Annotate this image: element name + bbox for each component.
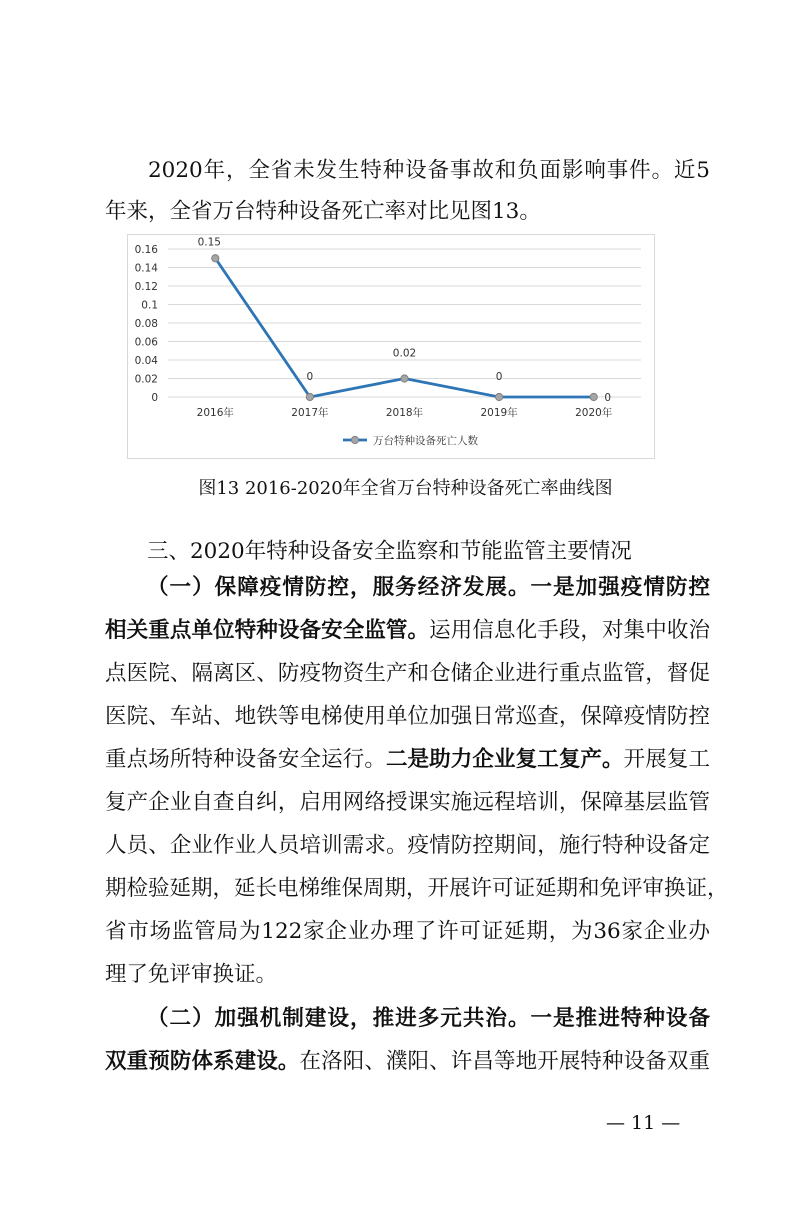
para1-text: 重点场所特种设备安全运行。: [105, 747, 386, 772]
para1-line-2: [105, 620, 710, 642]
para1-text: 运用信息化手段，对集中收治: [429, 618, 710, 643]
para2-line-1: [147, 1008, 710, 1030]
data-point: [212, 255, 219, 262]
y-tick-label: 0.08: [134, 318, 158, 330]
x-tick-label: 2016年: [196, 407, 234, 419]
para1-line-3: 点医院、隔离区、防疫物资生产和仓储企业进行重点监管，督促: [105, 661, 710, 686]
para1-line-8: 期检验延期，延长电梯维保周期，开展许可证延期和免评审换证，: [105, 876, 729, 901]
para1-bold-lead: 相关重点单位特种设备安全监管。: [105, 618, 430, 643]
y-tick-label: 0.16: [134, 244, 158, 256]
y-tick-label: 0.04: [134, 355, 158, 367]
y-tick-label: 0.14: [134, 262, 158, 275]
x-tick-label: 2017年: [291, 407, 329, 419]
figure-caption: 图13 2016-2020年全省万台特种设备死亡率曲线图: [198, 478, 613, 499]
intro-line-1: 2020年，全省未发生特种设备事故和负面影响事件。近5: [148, 158, 710, 183]
para2-text: 在洛阳、濮阳、许昌等地开展特种设备双重: [299, 1049, 710, 1074]
y-tick-label: 0: [151, 392, 158, 404]
para2-line-2: [105, 1051, 710, 1073]
y-tick-label: 0.1: [141, 299, 158, 312]
line-chart: [127, 234, 655, 459]
para1-line-9: 省市场监管局为122家企业办理了许可证延期，为36家企业办: [105, 919, 710, 944]
para2-bold-heading: （二）加强机制建设，推进多元共治。一是推进特种设备: [147, 1006, 710, 1031]
data-label: 0.15: [197, 236, 221, 249]
para1-bold-point: 二是助力企业复工复产。: [385, 747, 624, 772]
data-label: 0: [495, 371, 503, 383]
section-heading: 三、2020年特种设备安全监察和节能监管主要情况: [147, 539, 632, 564]
y-tick-label: 0.06: [134, 336, 158, 349]
y-tick-label: 0.02: [134, 373, 158, 386]
legend-marker: [351, 436, 358, 443]
para1-text: 开展复工: [623, 747, 710, 772]
x-tick-label: 2018年: [385, 407, 424, 419]
x-tick-label: 2019年: [480, 407, 518, 419]
data-point: [590, 393, 597, 400]
para1-line-10: 理了免评审换证。: [105, 962, 278, 987]
para1-line-5: [105, 749, 710, 771]
data-point: [496, 393, 503, 400]
data-label: 0.02: [392, 347, 417, 360]
para1-line-6: 复产企业自查自纠，启用网络授课实施远程培训，保障基层监管: [105, 790, 710, 815]
para1-line-4: 医院、车站、地铁等电梯使用单位加强日常巡查，保障疫情防控: [105, 704, 710, 729]
data-point: [401, 375, 408, 382]
intro-line-2: 年来，全省万台特种设备死亡率对比见图13。: [105, 199, 541, 224]
para1-bold-heading: （一）保障疫情防控，服务经济发展。一是加强疫情防控: [147, 575, 710, 600]
para1-line-7: 人员、企业作业人员培训需求。疫情防控期间，施行特种设备定: [105, 833, 710, 858]
page-number: — 11 —: [606, 1112, 681, 1134]
data-label: 0: [306, 371, 314, 383]
x-tick-label: 2020年: [575, 407, 613, 419]
para1-line-1: [147, 577, 710, 599]
legend-label: 万台特种设备死亡人数: [373, 435, 478, 447]
chart-svg: [128, 235, 654, 458]
y-tick-label: 0.12: [134, 281, 158, 293]
data-point: [306, 393, 313, 400]
para2-bold-lead: 双重预防体系建设。: [105, 1049, 300, 1074]
data-label: 0: [604, 392, 612, 404]
